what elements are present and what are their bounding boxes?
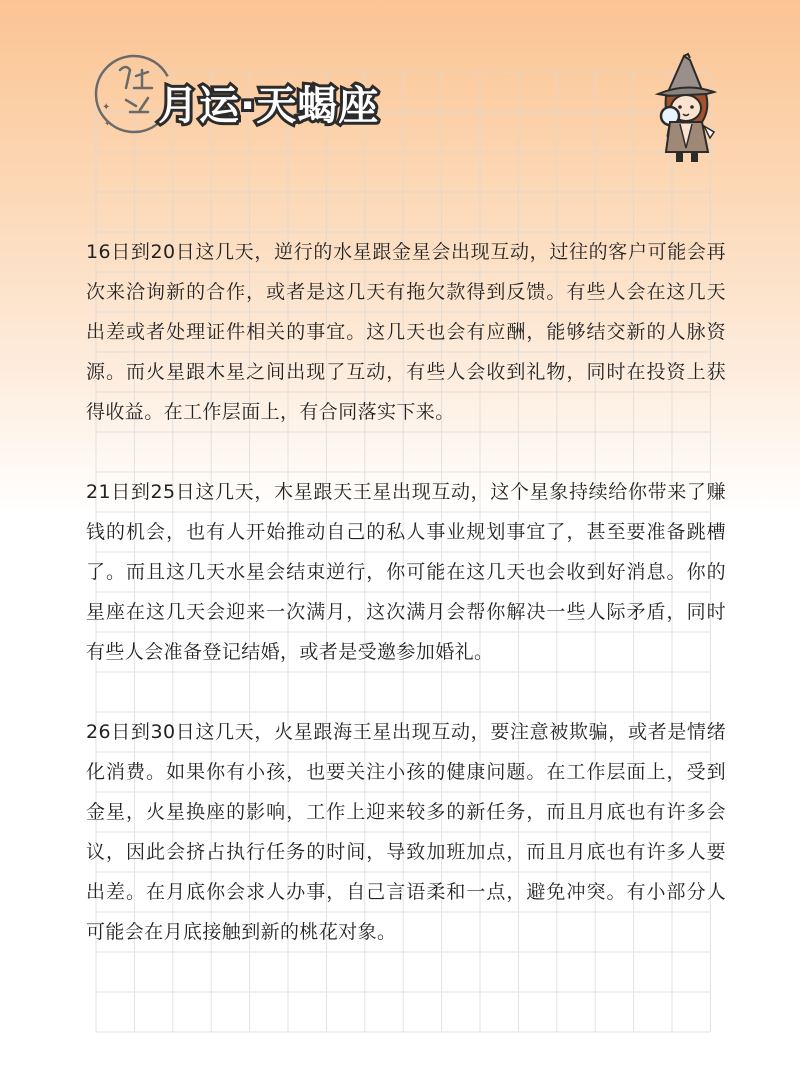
- page-title: 月运·天蝎座: [158, 83, 380, 129]
- wizard-mascot: [644, 52, 730, 164]
- wizard-mascot-icon: [644, 52, 730, 164]
- svg-text:✦: ✦: [104, 119, 111, 128]
- svg-text:✦: ✦: [102, 102, 111, 113]
- paragraph-21-25: 21日到25日这几天，木星跟天王星出现互动，这个星象持续给你带来了赚钱的机会，也有人开始推动自己的私人事业规划事宜了，甚至要准备跳槽了。而且这几天水星会结束逆行，你可能在这几天也会收到好消息。你的星座在这几天会迎来一次满月，这次满月会帮你解决一些人际矛盾，同时有些人会准备登记结婚，或者是受邀参加婚礼。: [86, 481, 726, 663]
- paragraph-16-20: 16日到20日这几天，逆行的水星跟金星会出现互动，过往的客户可能会再次来洽询新的合作，或者是这几天有拖欠款得到反馈。有些人会在这几天出差或者处理证件相关的事宜。这几天也会有应酬，能够结交新的人脉资源。而火星跟木星之间出现了互动，有些人会收到礼物，同时在投资上获得收益。在工作层面上，有合同落实下来。: [86, 241, 726, 423]
- paragraph-26-30: 26日到30日这几天，火星跟海王星出现互动，要注意被欺骗，或者是情绪化消费。如果你有小孩，也要关注小孩的健康问题。在工作层面上，受到金星，火星换座的影响，工作上迎来较多的新任务，而且月底也有许多会议，因此会挤占执行任务的时间，导致加班加点，而且月底也有许多人要出差。在月底你会求人办事，自己言语柔和一点，避免冲突。有小部分人可能会在月底接触到新的桃花对象。: [86, 721, 726, 943]
- horoscope-content: [86, 232, 726, 952]
